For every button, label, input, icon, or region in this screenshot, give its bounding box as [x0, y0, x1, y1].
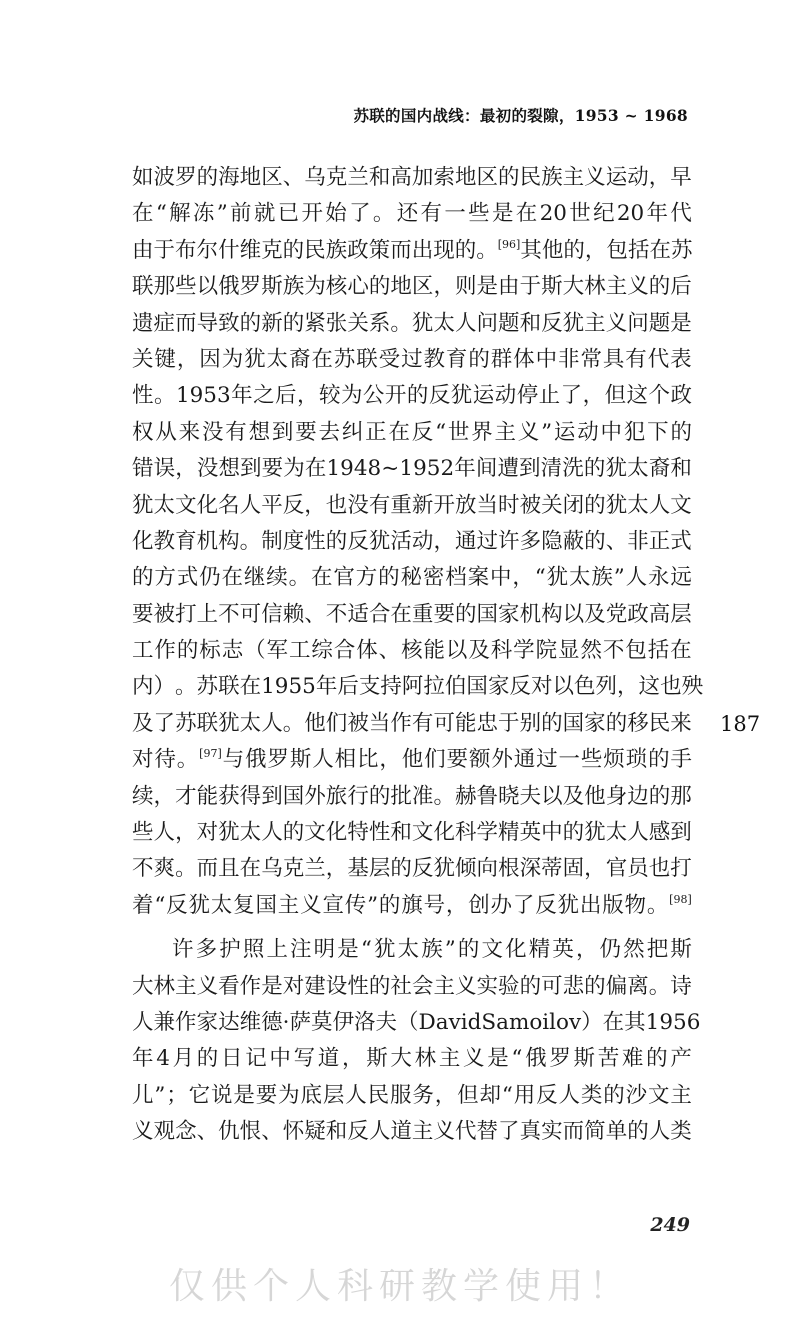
text-line: 犹 太 文 化 名 人 平 反 ， 也 没 有 重 新 开 放 当 时 被 关 闭 的 犹 太 人 文	[132, 492, 692, 518]
text-line: 不 爽 。 而 且 在 乌 克 兰 ， 基 层 的 反 犹 倾 向 根 深 蒂 固 ， 官 员 也 打	[132, 856, 692, 882]
text-line: 及 了 苏 联 犹 太 人 。 他 们 被 当 作 有 可 能 忠 于 别 的 国 家 的 移 民 来	[132, 710, 692, 736]
text-line: 性 。 1953 年 之 后 ， 较 为 公 开 的 反 犹 运 动 停 止 了 ， 但 这 个 政	[132, 383, 692, 409]
page-number: 249	[650, 1214, 690, 1236]
text-line: 的 方 式 仍 在 继 续 。 在 官 方 的 秘 密 档 案 中 ， “ 犹 太 族 ” 人 永 远	[132, 565, 692, 591]
text-line: 要 被 打 上 不 可 信 赖 、 不 适 合 在 重 要 的 国 家 机 构 以 及 党 政 高 层	[132, 601, 692, 627]
running-head: 苏联的国内战线：最初的裂隙，1953 ~ 1968	[353, 106, 688, 125]
text-line: 权 从 来 没 有 想 到 要 去 纠 正 在 反 “ 世 界 主 义 ” 运 动 中 犯 下 的	[132, 419, 692, 445]
text-line: 关 键 ， 因 为 犹 太 裔 在 苏 联 受 过 教 育 的 群 体 中 非 常 具 有 代 表	[132, 346, 692, 372]
watermark: 仅供个人科研教学使用！	[168, 1266, 631, 1307]
text-line: 许 多 护 照 上 注 明 是 “ 犹 太 族 ” 的 文 化 精 英 ， 仍 然 把 斯	[172, 937, 692, 963]
text-line: 续 ， 才 能 获 得 到 国 外 旅 行 的 批 准 。 赫 鲁 晓 夫 以 及 他 身 边 的 那	[132, 783, 692, 809]
text-line: 年 4 月 的 日 记 中 写 道 ， 斯 大 林 主 义 是 “ 俄 罗 斯 苦 难 的 产	[132, 1046, 692, 1072]
text-line: 错 误 ， 没 想 到 要 为 在 1948 ~ 1952 年 间 遭 到 清 洗 的 犹 太 裔 和	[132, 456, 692, 482]
text-line: 人 兼 作 家 达 维 德 · 萨 莫 伊 洛 夫 （ David Samoilov ） 在 其 1956	[132, 1009, 701, 1035]
text-line: 着 “ 反 犹 太 复 国 主 义 宣 传 ” 的 旗 号 ， 创 办 了 反 犹 出 版 物 。 [98]	[132, 892, 692, 918]
text-line: 儿 ” ； 它 说 是 要 为 底 层 人 民 服 务 ， 但 却 “ 用 反 人 类 的 沙 文 主	[132, 1082, 692, 1108]
text-line: 化 教 育 机 构 。 制 度 性 的 反 犹 活 动 ， 通 过 许 多 隐 蔽 的 、 非 正 式	[132, 528, 692, 554]
text-line: 在 “ 解 冻 ” 前 就 已 开 始 了 。 还 有 一 些 是 在 20 世 纪 20 年 代	[132, 201, 692, 227]
text-line: 对 待 。 [97] 与 俄 罗 斯 人 相 比 ， 他 们 要 额 外 通 过 一 些 烦 琐 的 手	[132, 747, 692, 773]
text-line: 大 林 主 义 看 作 是 对 建 设 性 的 社 会 主 义 实 验 的 可 悲 的 偏 离 。 诗	[132, 973, 692, 999]
text-line: 些 人 ， 对 犹 太 人 的 文 化 特 性 和 文 化 科 学 精 英 中 的 犹 太 人 感 到	[132, 820, 692, 846]
text-line: 联 那 些 以 俄 罗 斯 族 为 核 心 的 地 区 ， 则 是 由 于 斯 大 林 主 义 的 后	[132, 274, 692, 300]
body-text	[132, 160, 704, 1151]
text-line: 遗 症 而 导 致 的 新 的 紧 张 关 系 。 犹 太 人 问 题 和 反 犹 主 义 问 题 是	[132, 310, 692, 336]
text-line: 内 ） 。 苏 联 在 1955 年 后 支 持 阿 拉 伯 国 家 反 对 以 色 列 ， 这 也 殃	[132, 674, 704, 700]
margin-page-reference: 187	[720, 712, 761, 736]
text-line: 义 观 念 、 仇 恨 、 怀 疑 和 反 人 道 主 义 代 替 了 真 实 而 简 单 的 人 类	[132, 1119, 692, 1145]
text-line: 如 波 罗 的 海 地 区 、 乌 克 兰 和 高 加 索 地 区 的 民 族 主 义 运 动 ， 早	[132, 165, 692, 190]
text-line: 工 作 的 标 志 （ 军 工 综 合 体 、 核 能 以 及 科 学 院 显 然 不 包 括 在	[132, 638, 692, 664]
text-line: 由 于 布 尔 什 维 克 的 民 族 政 策 而 出 现 的 。 [96] 其 他 的 ， 包 括 在 苏	[132, 237, 693, 263]
